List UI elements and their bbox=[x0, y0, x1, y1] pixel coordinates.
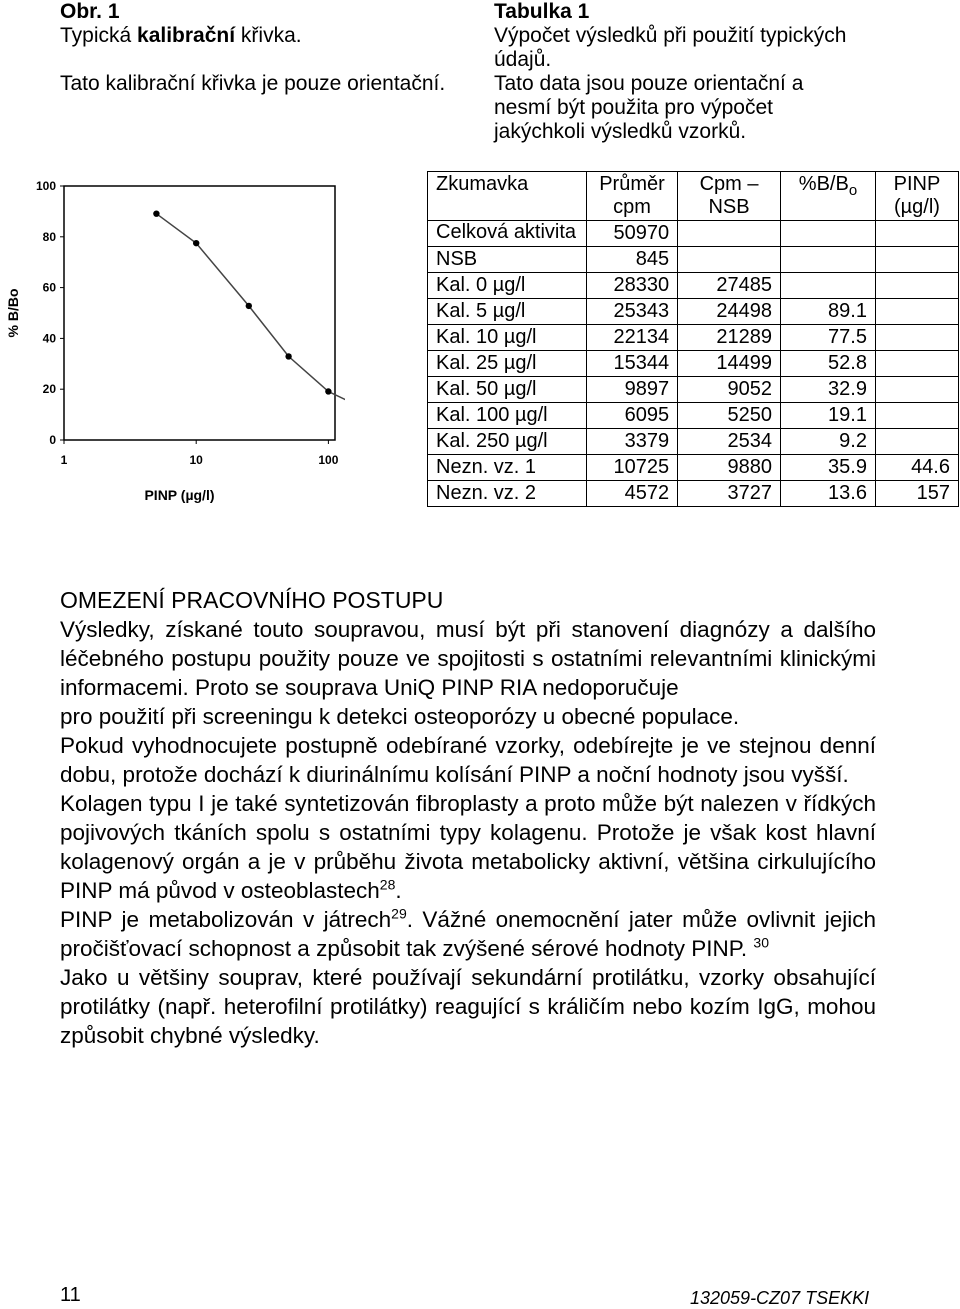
data-point bbox=[285, 353, 291, 359]
y-tick-label: 20 bbox=[42, 382, 56, 397]
table-row bbox=[428, 273, 959, 299]
y-tick-label: 40 bbox=[42, 331, 56, 346]
table-cell: 19.1 bbox=[780, 403, 875, 429]
y-axis-label: % B/Bo bbox=[5, 288, 21, 338]
section-body bbox=[60, 615, 876, 1050]
table-title: Výpočet výsledků při použití typických údajů. bbox=[494, 24, 847, 71]
table-cell: 28330 bbox=[586, 273, 677, 299]
paragraph: Kolagen typu I je také syntetizován fibroplasty a proto může být nalezen v řídkých pojivových tkáních spolu s ostatními typy kolagenu. Protože je však kost hlavní kolagenový orgán a je v průběhu života metabolicky aktivní, většina cirkulujícího PINP má původ v osteoblastech$^{28}$. bbox=[60, 791, 876, 903]
table-row bbox=[428, 221, 959, 247]
paragraph: pro použití při screeningu k detekci osteoporózy u obecné populace. bbox=[60, 704, 740, 729]
table-cell: 32.9 bbox=[780, 377, 875, 403]
table-cell: 4572 bbox=[586, 481, 677, 507]
table-cell: 25343 bbox=[586, 299, 677, 325]
data-point bbox=[325, 388, 331, 394]
table-cell: 27485 bbox=[678, 273, 781, 299]
table-cell: 89.1 bbox=[780, 299, 875, 325]
data-point bbox=[246, 303, 252, 309]
table-row bbox=[428, 481, 959, 507]
reference: 29 bbox=[391, 905, 407, 922]
table-cell: 13.6 bbox=[780, 481, 875, 507]
row-label: Nezn. vz. 1 bbox=[428, 455, 587, 481]
table-cell: 9052 bbox=[678, 377, 781, 403]
table-row bbox=[428, 429, 959, 455]
table-cell bbox=[780, 247, 875, 273]
table-cell: 845 bbox=[586, 247, 677, 273]
figure-label: Obr. 1 bbox=[60, 0, 120, 23]
table-cell bbox=[780, 221, 875, 247]
table-cell bbox=[875, 377, 958, 403]
section-title: OMEZENÍ PRACOVNÍHO POSTUPU bbox=[60, 587, 444, 613]
figure-title: Typická kalibrační křivka. bbox=[60, 24, 302, 47]
table-header-row bbox=[428, 172, 959, 221]
table-row bbox=[428, 299, 959, 325]
table-cell: 2534 bbox=[678, 429, 781, 455]
plot-frame bbox=[64, 186, 335, 440]
table-cell: 157 bbox=[875, 481, 958, 507]
row-label: Kal. 50 µg/l bbox=[428, 377, 587, 403]
row-label: Kal. 100 µg/l bbox=[428, 403, 587, 429]
row-label: Celková aktivita bbox=[428, 221, 587, 247]
table-cell: 21289 bbox=[678, 325, 781, 351]
table-row bbox=[428, 247, 959, 273]
x-tick-label: 1 bbox=[60, 453, 68, 467]
table-cell: 3379 bbox=[586, 429, 677, 455]
table-row bbox=[428, 351, 959, 377]
table-cell: 22134 bbox=[586, 325, 677, 351]
table-cell: 14499 bbox=[678, 351, 781, 377]
paragraph: Pokud vyhodnocujete postupně odebírané vzorky, odebírejte je ve stejnou denní dobu, protože dochází k diurinálnímu kolísání PINP a noční hodnoty jsou vyšší. bbox=[60, 733, 876, 787]
row-label: Kal. 250 µg/l bbox=[428, 429, 587, 455]
table-cell bbox=[875, 325, 958, 351]
table-cell bbox=[875, 429, 958, 455]
calibration-table bbox=[427, 171, 959, 507]
table-cell: 9897 bbox=[586, 377, 677, 403]
table-cell: 77.5 bbox=[780, 325, 875, 351]
calibration-chart bbox=[0, 170, 345, 515]
table-cell: 9880 bbox=[678, 455, 781, 481]
table-cell bbox=[875, 299, 958, 325]
page-number: 11 bbox=[60, 1284, 81, 1306]
x-tick-label: 100 bbox=[318, 453, 339, 467]
header-tube: Zkumavka bbox=[428, 172, 587, 221]
calibration-line bbox=[156, 214, 345, 417]
header-cpm-nsb: Cpm – NSB bbox=[678, 172, 781, 221]
figure-note: Tato kalibrační křivka je pouze orientační. bbox=[60, 72, 446, 95]
data-point bbox=[153, 210, 159, 216]
paragraph: Jako u většiny souprav, které používají sekundární protilátku, vzorky obsahující protilátky (např. heterofilní protilátky) reagující s králičím nebo kozím IgG, mohou způsobit chybné výsledky. bbox=[60, 965, 876, 1048]
reference: 30 bbox=[753, 934, 769, 951]
table-cell: 52.8 bbox=[780, 351, 875, 377]
table-cell bbox=[875, 351, 958, 377]
table-cell: 6095 bbox=[586, 403, 677, 429]
table-cell: 35.9 bbox=[780, 455, 875, 481]
paragraph: Výsledky, získané touto soupravou, musí být při stanovení diagnózy a dalšího léčebného postupu použity pouze ve spojitosti s ostatními relevantními klinickými informacemi. Proto se souprava UniQ PINP RIA nedoporučuje bbox=[60, 617, 876, 700]
table-row bbox=[428, 455, 959, 481]
table-cell: 5250 bbox=[678, 403, 781, 429]
table-cell: 44.6 bbox=[875, 455, 958, 481]
table-cell bbox=[780, 273, 875, 299]
table-row bbox=[428, 403, 959, 429]
document-id: 132059-CZ07 TSEKKI bbox=[690, 1288, 870, 1308]
table-cell bbox=[875, 273, 958, 299]
header-mean-cpm: Průměr cpm bbox=[586, 172, 677, 221]
row-label: Kal. 0 µg/l bbox=[428, 273, 587, 299]
header-bbo: $\%B/B_o$ bbox=[780, 172, 875, 221]
table-cell bbox=[875, 221, 958, 247]
table-row bbox=[428, 325, 959, 351]
row-label: Kal. 25 µg/l bbox=[428, 351, 587, 377]
row-label: Nezn. vz. 2 bbox=[428, 481, 587, 507]
table-cell: 15344 bbox=[586, 351, 677, 377]
paragraph: PINP je metabolizován v játrech$^{29}$. Vážné onemocnění jater může ovlivnit jejich pročišťovací schopnost a způsobit tak zvýšené sérové hodnoty PINP. $^{30}$ bbox=[60, 905, 876, 961]
y-tick-label: 60 bbox=[42, 280, 56, 295]
x-tick-label: 10 bbox=[189, 453, 203, 467]
table-cell bbox=[678, 221, 781, 247]
y-tick-label: 0 bbox=[49, 433, 56, 447]
table-row bbox=[428, 377, 959, 403]
table-cell: 9.2 bbox=[780, 429, 875, 455]
table-cell: 24498 bbox=[678, 299, 781, 325]
reference: 28 bbox=[379, 876, 396, 893]
row-label: Kal. 5 µg/l bbox=[428, 299, 587, 325]
table-cell bbox=[678, 247, 781, 273]
row-label: Kal. 10 µg/l bbox=[428, 325, 587, 351]
table-cell: 50970 bbox=[586, 221, 677, 247]
figure-caption bbox=[60, 0, 480, 96]
table-cell: 3727 bbox=[678, 481, 781, 507]
x-axis-label: PINP (µg/l) bbox=[144, 487, 215, 503]
y-tick-label: 100 bbox=[35, 179, 56, 193]
table-cell: 10725 bbox=[586, 455, 677, 481]
table-label: Tabulka 1 bbox=[494, 0, 590, 23]
table-cell bbox=[875, 403, 958, 429]
table-caption bbox=[494, 0, 934, 144]
table-cell bbox=[875, 247, 958, 273]
header-pinp: PINP (µg/l) bbox=[875, 172, 958, 221]
row-label: NSB bbox=[428, 247, 587, 273]
data-point bbox=[193, 240, 199, 246]
table-note: Tato data jsou pouze orientační a nesmí být použita pro výpočet jakýchkoli výsledků vzorků. bbox=[494, 72, 804, 143]
y-tick-label: 80 bbox=[42, 229, 56, 244]
